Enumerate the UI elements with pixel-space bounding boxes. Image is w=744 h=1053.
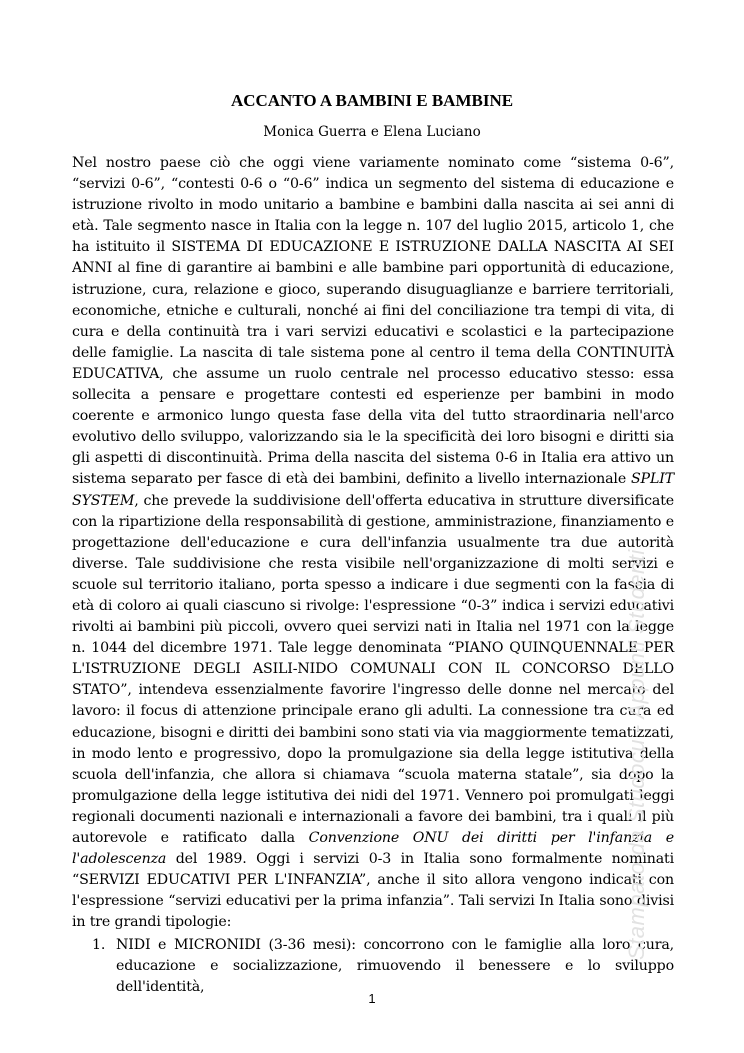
page-number: 1 [368,991,376,1006]
list-item-text: NIDI e MICRONIDI (3-36 mesi): concorrono con le famiglie alla loro cura, educazione e socializzazione, rimuovendo il benessere e lo sviluppo dell'identità, [116,937,674,996]
watermark: Stampato da Studocu - Appunti Studenti [624,549,649,960]
services-list [72,935,674,998]
body-text-part-3: del 1989. Oggi i servizi 0-3 in Italia sono formalmente nominati “SERVIZI EDUCATIVI PER L'INFANZIA”, anche il sito allora vengono indicati con l'espressione “servizi educativi per la prima infanzia”. Tali servizi In Italia sono divisi in tre grandi tipologie: [72,851,674,931]
split-system-term: SPLIT SYSTEM [72,471,674,509]
convention-title: Convenzione ONU dei diritti per l'infanzia e l'adolescenza [72,830,674,868]
list-item [72,935,674,998]
body-text-part-1: Nel nostro paese ciò che oggi viene variamente nominato come “sistema 0-6”, “servizi 0-6”, “contesti 0-6 o “0-6” indica un segmento del sistema di educazione e istruzione rivolto in modo unitario a bambine e bambini dalla nascita ai sei anni di età. Tale segmento nasce in Italia con la legge n. 107 del luglio 2015, articolo 1, che ha istituito il SISTEMA DI EDUCAZIONE E ISTRUZIONE DALLA NASCITA AI SEI ANNI al fine di garantire ai bambini e alle bambine pari opportunità di educazione, istruzione, cura, relazione e gioco, superando disuguaglianze e barriere territoriali, economiche, etniche e culturali, nonché ai fini del conciliazione tra tempi di vita, di cura e della continuità tra i vari servizi educativi e scolastici e la partecipazione delle famiglie. La nascita di tale sistema pone al centro il tema della CONTINUITÀ EDUCATIVA, che assume un ruolo centrale nel processo educativo stesso: essa sollecita a pensare e progettare contesti ed esperienze per bambini in modo coerente e armonico lungo questa fase della vita del tutto straordinaria nell'arco evolutivo dello sviluppo, valorizzando sia le la specificità dei loro bisogni e diritti sia gli aspetti di discontinuità. Prima della nascita del sistema 0-6 in Italia era attivo un sistema separato per fasce di età dei bambini, definito a livello internazionale [72,155,674,488]
document-authors: Monica Guerra e Elena Luciano [263,124,481,140]
body-paragraph [72,153,674,933]
body-text-part-2: , che prevede la suddivisione dell'offerta educativa in strutture diversificate con la ripartizione della responsabilità di gestione, amministrazione, finanziamento e progettazione dell'educazione e cura dell'infanzia usualmente tra due autorità diverse. Tale suddivisione che resta visibile nell'organizzazione di molti servizi e scuole sul territorio italiano, porta spesso a indicare i due segmenti con la fascia di età di coloro ai quali ciascuno si rivolge: l'espressione “0-3” indica i servizi educativi rivolti ai bambini più piccoli, ovvero quei servizi nati in Italia nel 1971 con la legge n. 1044 del dicembre 1971. Tale legge denominata “PIANO QUINQUENNALE PER L'ISTRUZIONE DEGLI ASILI-NIDO COMUNALI CON IL CONCORSO DELLO STATO”, intendeva essenzialmente favorire l'ingresso delle donne nel mercato del lavoro: il focus di attenzione principale erano gli adulti. La connessione tra cura ed educazione, bisogni e diritti dei bambini sono stati via via maggiormente tematizzati, in modo lento e progressivo, dopo la promulgazione sia della legge istitutiva della scuola dell'infanzia, che allora si chiamava “scuola materna statale”, sia dopo la promulgazione della legge istitutiva dei nidi del 1971. Vennero poi promulgati leggi regionali documenti nazionali e internazionali a favore dei bambini, tra i quali il più autorevole e ratificato dalla [72,492,674,846]
list-item-number: 1. [92,937,106,953]
document-title: ACCANTO A BAMBINI E BAMBINE [230,91,514,110]
